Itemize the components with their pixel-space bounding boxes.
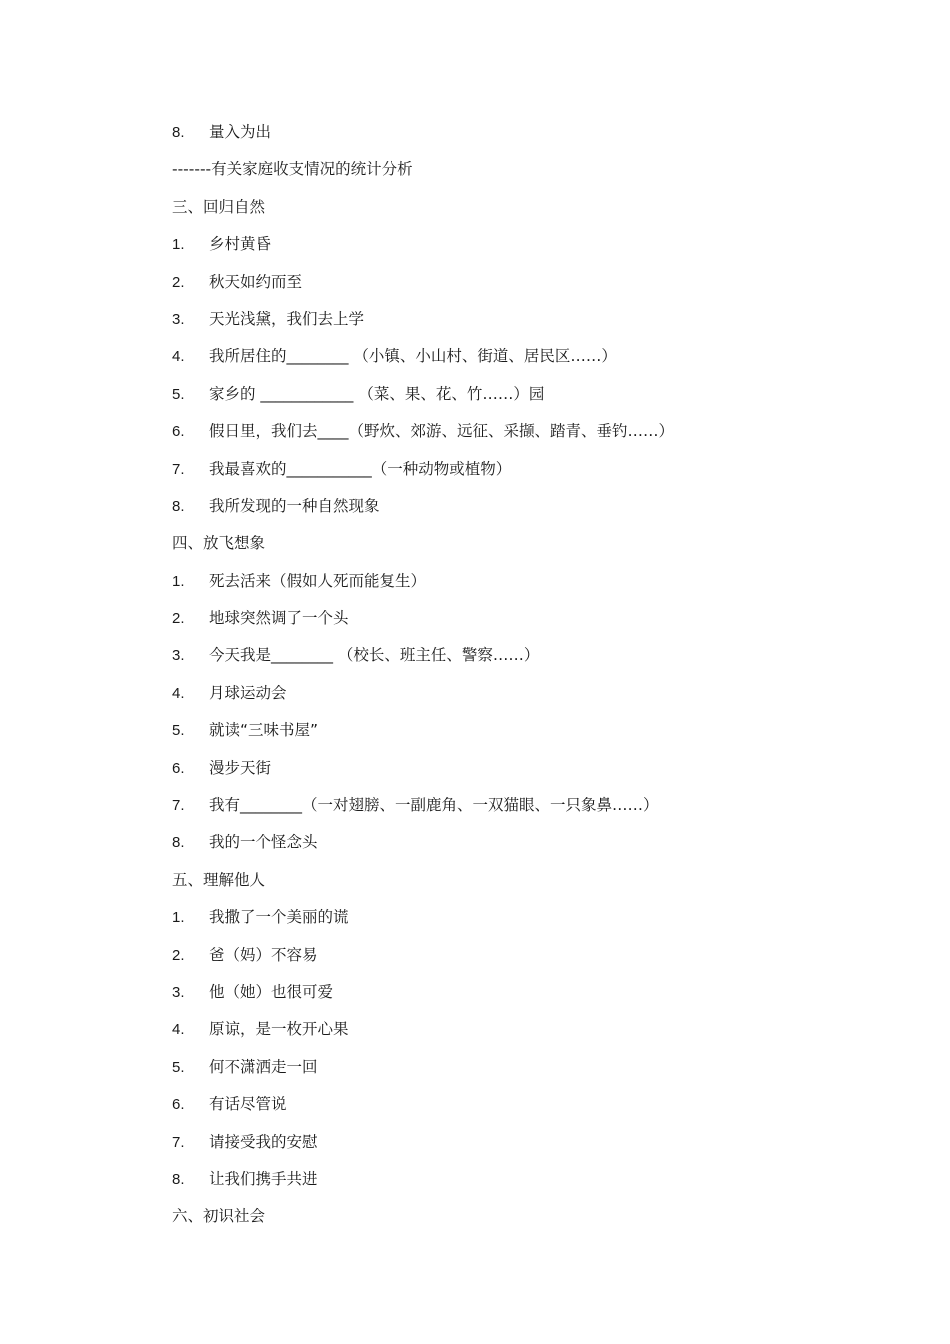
- item-text: 让我们携手共进: [209, 1169, 318, 1188]
- section-heading: [172, 1198, 892, 1235]
- item-text: 我撒了一个美丽的谎: [209, 908, 349, 927]
- list-item: [172, 264, 892, 301]
- item-text: 我的一个怪念头: [209, 833, 318, 852]
- document-page: [172, 114, 892, 1236]
- list-item: [172, 974, 892, 1011]
- item-text: -------有关家庭收支情况的统计分析: [172, 160, 413, 179]
- list-item: [172, 1161, 892, 1198]
- item-text: 量入为出: [209, 123, 272, 141]
- item-text: 何不潇洒走一回: [209, 1057, 318, 1076]
- list-item: [172, 226, 892, 263]
- item-number: 5.: [172, 1058, 185, 1076]
- item-text: 请接受我的安慰: [209, 1132, 318, 1151]
- item-number: 1.: [172, 236, 185, 254]
- item-text: 爸（妈）不容易: [209, 945, 318, 964]
- item-number: 7.: [172, 460, 185, 478]
- item-text: 原谅，是一枚开心果: [209, 1020, 349, 1039]
- list-item: [172, 563, 892, 600]
- section-heading: [172, 525, 892, 562]
- list-item: [172, 451, 892, 488]
- item-number: 3.: [172, 647, 185, 665]
- item-text: 天光浅黛，我们去上学: [209, 309, 365, 328]
- item-text: 我所居住的________ （小镇、小山村、街道、居民区……）: [209, 347, 617, 366]
- item-number: 6.: [172, 759, 185, 777]
- item-text: 我有________（一对翅膀、一副鹿角、一双猫眼、一只象鼻……）: [209, 796, 659, 815]
- list-item: [172, 1011, 892, 1048]
- item-number: 6.: [172, 423, 185, 441]
- item-number: 2.: [172, 273, 185, 291]
- heading-text: 六、初识社会: [172, 1207, 266, 1226]
- item-number: 7.: [172, 797, 185, 815]
- heading-text: 四、放飞想象: [172, 534, 266, 553]
- list-item: [172, 787, 892, 824]
- item-number: 8.: [172, 834, 185, 852]
- item-number: 4.: [172, 348, 185, 366]
- list-item: [172, 600, 892, 637]
- item-number: 1.: [172, 572, 185, 590]
- list-item: [172, 1049, 892, 1086]
- list-item: [172, 1086, 892, 1123]
- list-item: [172, 637, 892, 674]
- item-number: 5.: [172, 722, 185, 740]
- item-text: 死去活来（假如人死而能复生）: [209, 571, 427, 590]
- list-item: [172, 675, 892, 712]
- list-item: [172, 413, 892, 450]
- list-item: [172, 824, 892, 861]
- subtitle-line: [172, 151, 892, 188]
- item-text: 有话尽管说: [209, 1095, 287, 1114]
- list-item: [172, 114, 892, 151]
- item-text: 月球运动会: [209, 683, 287, 702]
- item-text: 我最喜欢的___________（一种动物或植物）: [209, 459, 512, 478]
- item-text: 我所发现的一种自然现象: [209, 496, 380, 515]
- list-item: [172, 937, 892, 974]
- list-item: [172, 750, 892, 787]
- list-item: [172, 301, 892, 338]
- list-item: [172, 712, 892, 749]
- item-text: 家乡的 ____________ （菜、果、花、竹……）园: [209, 384, 545, 403]
- list-item: [172, 899, 892, 936]
- heading-text: 三、回归自然: [172, 197, 266, 216]
- item-number: 6.: [172, 1096, 185, 1114]
- item-number: 2.: [172, 946, 185, 964]
- item-number: 4.: [172, 684, 185, 702]
- item-number: 8.: [172, 124, 185, 141]
- item-number: 3.: [172, 983, 185, 1001]
- item-text: 地球突然调了一个头: [209, 609, 349, 628]
- item-number: 8.: [172, 1170, 185, 1188]
- list-item: [172, 1124, 892, 1161]
- item-number: 7.: [172, 1133, 185, 1151]
- item-text: 今天我是________ （校长、班主任、警察……）: [209, 646, 540, 665]
- item-number: 8.: [172, 497, 185, 515]
- section-heading: [172, 189, 892, 226]
- section-heading: [172, 862, 892, 899]
- list-item: [172, 488, 892, 525]
- list-item: [172, 338, 892, 375]
- list-item: [172, 376, 892, 413]
- item-number: 1.: [172, 909, 185, 927]
- item-number: 3.: [172, 310, 185, 328]
- item-text: 秋天如约而至: [209, 272, 303, 291]
- item-text: 乡村黄昏: [209, 235, 272, 254]
- heading-text: 五、理解他人: [172, 870, 266, 889]
- item-number: 4.: [172, 1021, 185, 1039]
- item-text: 就读“三味书屋”: [209, 721, 319, 740]
- item-number: 2.: [172, 610, 185, 628]
- item-text: 漫步天街: [209, 758, 272, 777]
- item-text: 假日里，我们去____（野炊、郊游、远征、采撷、踏青、垂钓……）: [209, 422, 675, 441]
- item-number: 5.: [172, 385, 185, 403]
- item-text: 他（她）也很可爱: [209, 982, 334, 1001]
